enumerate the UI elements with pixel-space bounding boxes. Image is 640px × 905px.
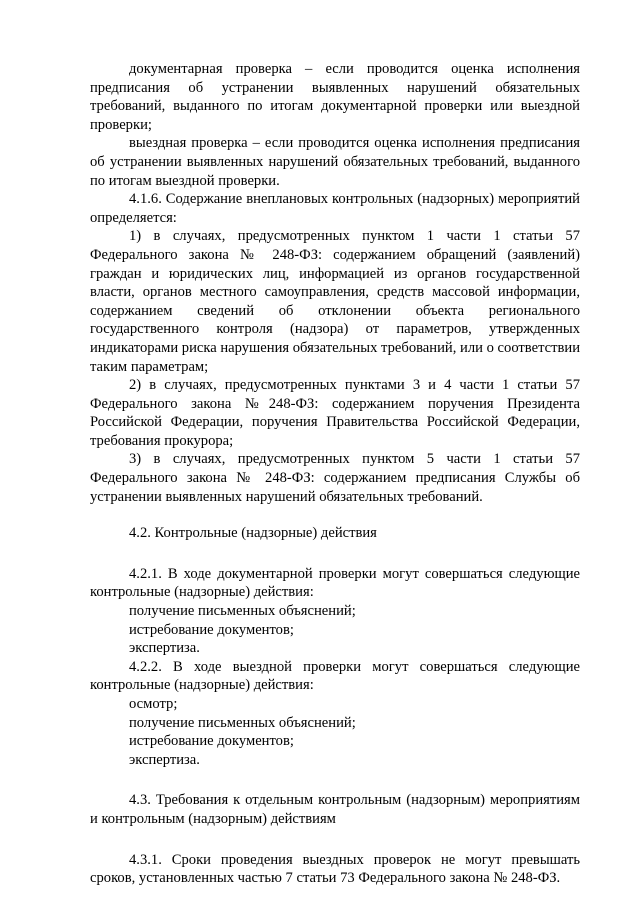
paragraph-case-1: 1) в случаях, предусмотренных пунктом 1 части 1 статьи 57 Федерального закона № 248-ФЗ: содержанием обращений (заявлений) граждан и юридических лиц, информацией из органов государственной власти, органов местного самоуправления, средств массовой информации, содержанием сведений об отклонении объекта регионального государственного контроля (надзора) от параметров, утвержденных индикаторами риска нарушения обязательных требований, или о соответствии таким параметрам; [90, 228, 580, 375]
list-item: осмотр; [129, 696, 178, 712]
paragraph-4-2-2: 4.2.2. В ходе выездной проверки могут совершаться следующие контрольные (надзорные) действия: [90, 658, 580, 694]
paragraph-field-check: выездная проверка – если проводится оценка исполнения предписания об устранении выявленных нарушений обязательных требований, выданного по итогам выездной проверки. [90, 135, 580, 189]
paragraph-4-1-6: 4.1.6. Содержание внеплановых контрольных (надзорных) мероприятий определяется: [90, 191, 580, 226]
list-item: экспертиза. [129, 751, 200, 768]
list-item: экспертиза. [129, 640, 200, 657]
section-heading-4-2: 4.2. Контрольные (надзорные) действия [129, 525, 377, 542]
paragraph-4-3-1: 4.3.1. Сроки проведения выездных проверок не могут превышать сроков, установленных частью 7 статьи 73 Федерального закона № 248-ФЗ. [90, 851, 580, 887]
spacer [90, 506, 580, 524]
spacer [90, 829, 580, 851]
paragraph-case-2: 2) в случаях, предусмотренных пунктами 3 и 4 части 1 статьи 57 Федерального закона №248-ФЗ: содержанием поручения Президента Российской Федерации, поручения Правительства Российской Федерации, требования прокурора; [90, 377, 580, 449]
spacer [90, 543, 580, 565]
spacer [90, 769, 580, 791]
document-page [90, 60, 580, 888]
paragraph-4-2-1: 4.2.1. В ходе документарной проверки могут совершаться следующие контрольные (надзорные) действия: [90, 565, 580, 601]
section-heading-4-3: 4.3. Требования к отдельным контрольным (надзорным) мероприятиям и контрольным (надзорным) действиям [90, 792, 580, 827]
paragraph-documentary-check: документарная проверка – если проводится оценка исполнения предписания об устранении выявленных нарушений обязательных требований, выданного по итогам документарной проверки или выездной проверки; [90, 61, 580, 133]
list-item: получение письменных объяснений; [129, 714, 356, 731]
list-item: получение письменных объяснений; [129, 603, 356, 620]
paragraph-case-3: 3) в случаях, предусмотренных пунктом 5 части 1 статьи 57 Федерального закона № 248-ФЗ: содержанием предписания Службы об устранении выявленных нарушений обязательных требований. [90, 451, 580, 505]
list-item: истребование документов; [129, 733, 294, 750]
list-item: истребование документов; [129, 621, 294, 638]
